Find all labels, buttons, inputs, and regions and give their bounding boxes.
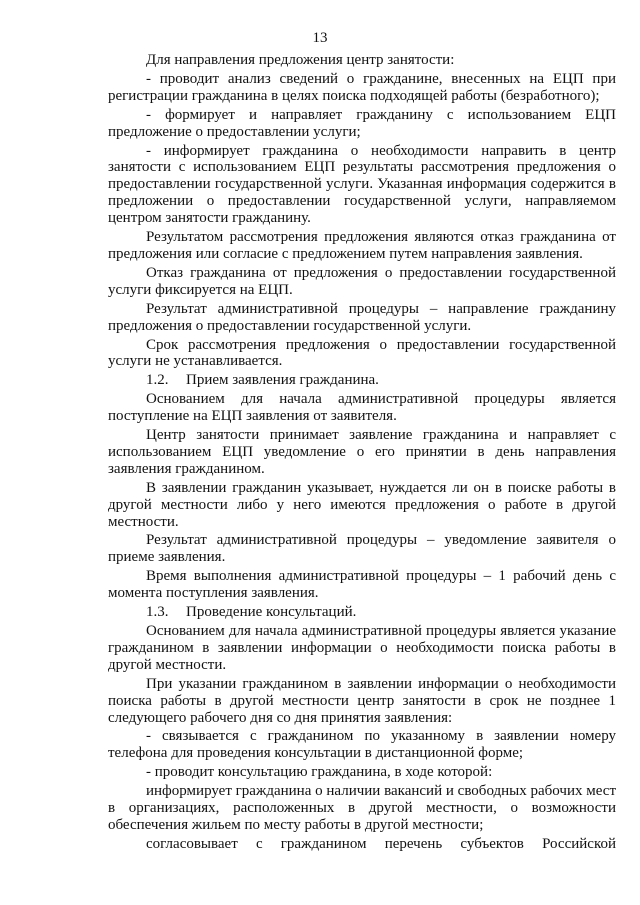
list-item: - информирует гражданина о необходимости направить в центр занятости с использованием ЕЦП результаты рассмотрения предложения о предоставлении государственной услуги. Указанная информация содержится в предложении о предоставлении государственной услуги, направляемом центром занятости гражданину. [108,142,616,227]
paragraph: Основанием для начала административной процедуры является поступление на ЕЦП заявления от заявителя. [108,391,616,425]
paragraph: В заявлении гражданин указывает, нуждается ли он в поиске работы в другой местности либо у него имеются предложения о работе в другой местности. [108,479,616,530]
paragraph: Результат административной процедуры – уведомление заявителя о приеме заявления. [108,532,616,566]
paragraph: Для направления предложения центр занятости: [146,52,455,68]
section-number: 1.2. [146,372,169,389]
paragraph: Результатом рассмотрения предложения являются отказ гражданина от предложения или согласие с предложением путем направления заявления. [108,229,616,262]
section-title: Прием заявления гражданина. [186,372,379,389]
section-heading-1-3 [108,604,616,621]
paragraph: При указании гражданином в заявлении информации о необходимости поиска работы в другой местности центр занятости в срок не позднее 1 следующего рабочего дня со дня принятия заявления: [108,675,616,726]
paragraph: Отказ гражданина от предложения о предоставлении государственной услуги фиксируется на ЕЦП. [108,264,616,298]
paragraph: согласовывает с гражданином перечень субъектов Российской [146,835,616,852]
list-item: - проводит анализ сведений о гражданине, внесенных на ЕЦП при регистрации гражданина в целях поиска подходящей работы (безработного); [108,70,616,104]
paragraph: Срок рассмотрения предложения о предоставлении государственной услуги не устанавливается. [108,336,616,370]
paragraph: Результат административной процедуры – направление гражданину предложения о предоставлении государственной услуги. [108,300,616,334]
list-item: - формирует и направляет гражданину с использованием ЕЦП предложение о предоставлении услуги; [108,106,616,140]
paragraph: Центр занятости принимает заявление гражданина и направляет с использованием ЕЦП уведомление о его принятии в день направления заявления гражданином. [108,427,616,477]
paragraph: Время выполнения административной процедуры – 1 рабочий день с момента поступления заявления. [108,568,616,602]
paragraph: Основанием для начала административной процедуры является указание гражданином в заявлении информации о необходимости поиска работы в другой местности. [108,623,616,673]
document-body [108,52,616,853]
section-number: 1.3. [146,604,169,621]
section-heading-1-2 [108,372,616,389]
page-number: 13 [312,30,328,46]
list-item: - связывается с гражданином по указанному в заявлении номеру телефона для проведения консультации в дистанционной форме; [108,728,616,762]
list-item: - проводит консультацию гражданина, в ходе которой: [146,764,493,781]
section-title: Проведение консультаций. [186,604,357,621]
paragraph: информирует гражданина о наличии вакансий и свободных рабочих мест в организациях, расположенных в другой местности, о возможности обеспечения жильем по месту работы в другой местности; [108,783,616,833]
